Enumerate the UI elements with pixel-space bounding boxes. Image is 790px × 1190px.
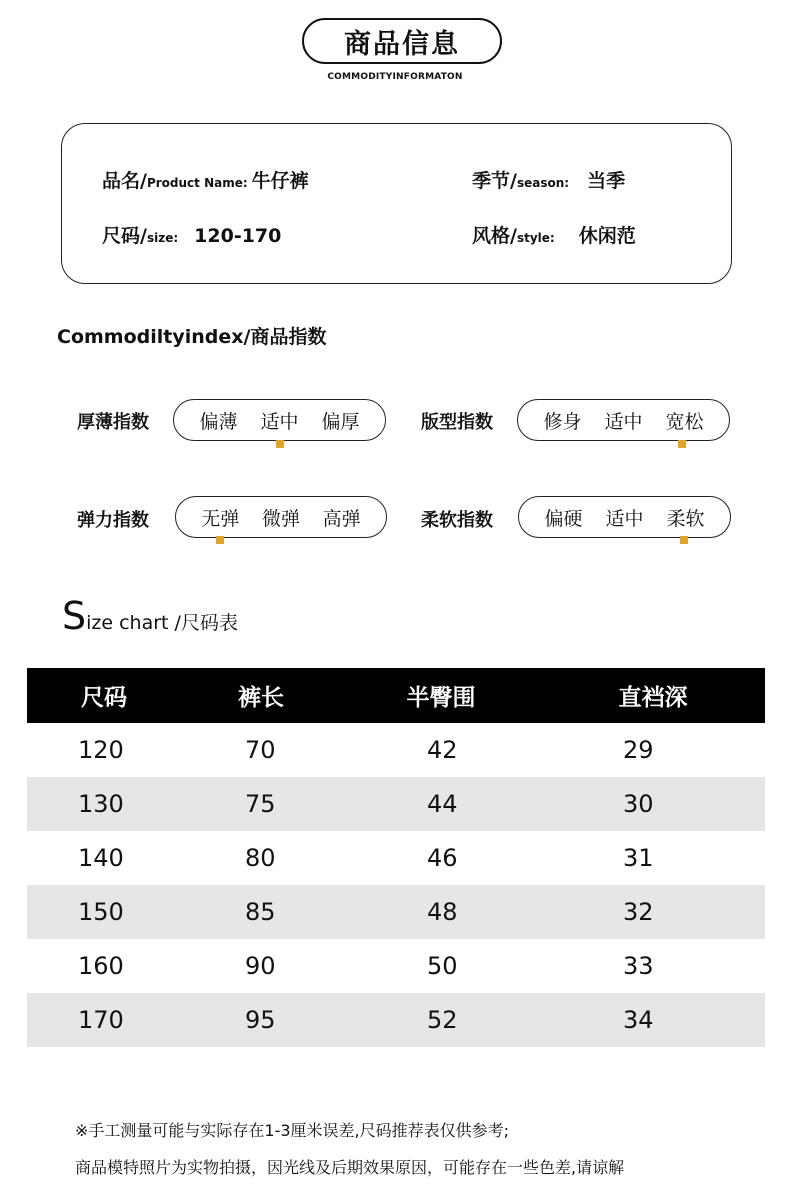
scale-option: 柔软 [666, 507, 705, 530]
table-row [27, 831, 765, 885]
scale-option: 修身 [543, 410, 582, 433]
index-marker [216, 536, 224, 544]
info-slash: / [140, 225, 147, 247]
table-cell: 42 [427, 736, 458, 764]
scale-option: 偏厚 [321, 410, 360, 433]
index-marker [680, 536, 688, 544]
index-heading: Commodiltyindex/商品指数 [57, 326, 327, 348]
product-info-box [61, 123, 732, 284]
info-key: 季节 [472, 170, 511, 192]
table-cell: 95 [181, 993, 341, 1047]
scale-option: 高弹 [322, 507, 361, 530]
table-header-row [27, 668, 765, 723]
table-cell: 75 [181, 777, 341, 831]
info-value: 休闲范 [578, 225, 636, 247]
section-subtitle: COMMODITYINFORMATON [327, 72, 463, 82]
table-cell: 44 [341, 777, 541, 831]
index-scale-softness [518, 496, 731, 538]
table-cell: 85 [181, 885, 341, 939]
info-slash: / [510, 225, 517, 247]
info-size [102, 221, 281, 248]
scale-option: 微弹 [261, 507, 300, 530]
scale-option: 宽松 [665, 410, 704, 433]
index-scale-elasticity [175, 496, 387, 538]
column-header: 尺码 [27, 668, 181, 723]
info-key: 风格 [472, 225, 511, 247]
column-header: 裤长 [181, 668, 341, 723]
scale-option: 偏硬 [544, 507, 583, 530]
index-label-elasticity: 弹力指数 [77, 510, 149, 531]
table-cell: 52 [341, 993, 541, 1047]
info-value: 120-170 [194, 225, 282, 247]
index-label-thickness: 厚薄指数 [77, 412, 149, 433]
info-en-label: size: [146, 231, 179, 245]
column-header: 半臀围 [341, 668, 541, 723]
table-cell: 48 [341, 885, 541, 939]
table-cell: 140 [78, 844, 124, 872]
info-value: 当季 [587, 170, 626, 192]
index-scale-thickness [173, 399, 386, 441]
index-marker [276, 440, 284, 448]
section-title: 商品信息 [344, 28, 460, 60]
info-slash: / [140, 170, 147, 192]
info-product-name [102, 166, 309, 193]
table-cell: 160 [78, 952, 124, 980]
table-row [27, 939, 765, 993]
info-slash: / [510, 170, 517, 192]
size-table [27, 668, 765, 1047]
index-label-softness: 柔软指数 [421, 510, 493, 531]
info-key: 尺码 [102, 225, 141, 247]
table-cell: 34 [541, 993, 765, 1047]
color-note: 商品模特照片为实物拍摄，因光线及后期效果原因，可能存在一些色差,请谅解 [75, 1158, 625, 1177]
scale-option: 适中 [605, 507, 644, 530]
info-en-label: season: [516, 176, 570, 190]
table-row [27, 777, 765, 831]
info-en-label: Product Name: [146, 176, 248, 190]
info-value: 牛仔裤 [251, 170, 309, 192]
table-cell: 170 [27, 993, 181, 1047]
scale-option: 适中 [604, 410, 643, 433]
table-cell: 50 [427, 952, 458, 980]
measurement-note: ※手工测量可能与实际存在1-3厘米误差,尺码推荐表仅供参考; [75, 1121, 510, 1140]
table-cell: 130 [27, 777, 181, 831]
table-cell: 30 [541, 777, 765, 831]
table-cell: 90 [245, 952, 276, 980]
index-scale-fit [517, 399, 730, 441]
table-cell: 46 [427, 844, 458, 872]
size-chart-heading-initial: S [62, 594, 87, 638]
section-title-pill [302, 18, 502, 64]
scale-option: 偏薄 [199, 410, 238, 433]
table-row [27, 885, 765, 939]
info-season [472, 166, 625, 193]
table-cell: 33 [623, 952, 654, 980]
table-cell: 31 [623, 844, 654, 872]
table-cell: 32 [541, 885, 765, 939]
table-row [27, 723, 765, 777]
scale-option: 无弹 [201, 507, 240, 530]
scale-option: 适中 [260, 410, 299, 433]
table-row [27, 993, 765, 1047]
size-chart-heading [62, 594, 238, 638]
info-en-label: style: [516, 231, 555, 245]
column-header: 直裆深 [541, 668, 765, 723]
index-marker [678, 440, 686, 448]
table-cell: 70 [245, 736, 276, 764]
table-cell: 120 [78, 736, 124, 764]
size-chart-heading-text: ize chart /尺码表 [86, 612, 238, 634]
table-cell: 150 [27, 885, 181, 939]
info-key: 品名 [102, 170, 141, 192]
info-style [472, 221, 636, 248]
table-cell: 80 [245, 844, 276, 872]
table-cell: 29 [623, 736, 654, 764]
index-label-fit: 版型指数 [421, 412, 493, 433]
